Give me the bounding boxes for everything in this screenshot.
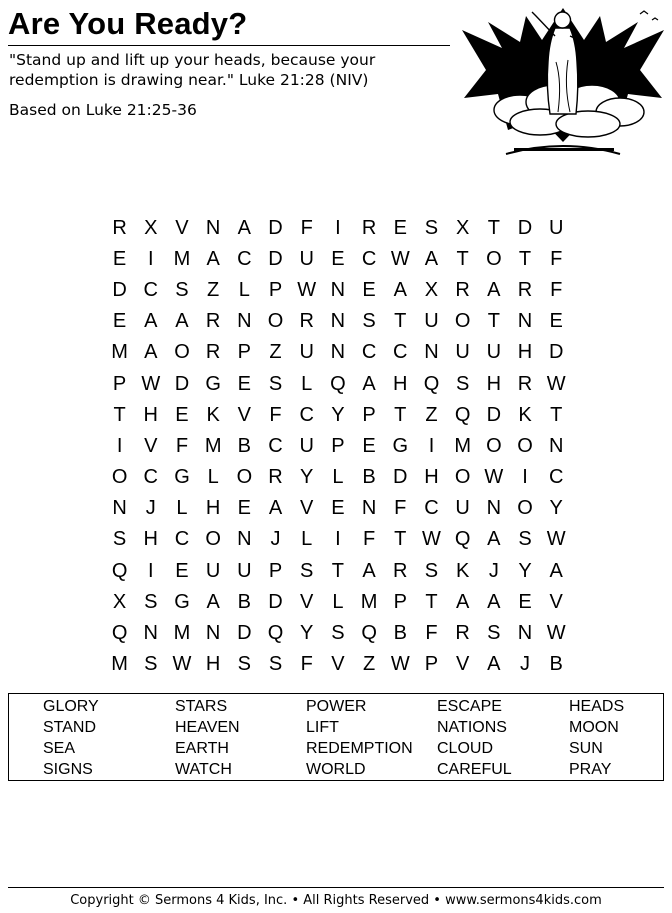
grid-letter: A	[487, 653, 501, 676]
grid-letter: W	[297, 278, 317, 301]
grid-letter: Z	[362, 653, 376, 676]
grid-letter: L	[176, 497, 188, 520]
grid-letter: H	[517, 341, 533, 364]
grid-letter: S	[268, 653, 283, 676]
grid-letter: V	[144, 434, 158, 457]
word-list-item: REDEMPTION	[306, 740, 413, 757]
grid-letter: E	[393, 216, 407, 239]
grid-row	[104, 212, 572, 243]
grid-letter: Q	[330, 372, 346, 395]
grid-letter: Q	[423, 372, 440, 395]
word-list-item: MOON	[569, 719, 619, 736]
grid-letter: S	[237, 653, 252, 676]
grid-letter: B	[549, 653, 563, 676]
grid-letter: I	[116, 434, 123, 457]
grid-letter: T	[394, 528, 407, 551]
grid-letter: S	[455, 372, 470, 395]
grid-letter: U	[424, 310, 439, 333]
grid-letter: R	[268, 466, 283, 489]
grid-letter: A	[175, 310, 189, 333]
grid-letter: R	[393, 559, 408, 582]
grid-letter: O	[236, 466, 253, 489]
grid-letter: S	[268, 372, 283, 395]
grid-row	[104, 586, 572, 617]
grid-letter: C	[174, 528, 190, 551]
grid-letter: U	[455, 497, 470, 520]
grid-letter: P	[237, 341, 252, 364]
grid-letter: T	[518, 247, 532, 270]
grid-letter: U	[299, 247, 314, 270]
grid-letter: P	[268, 278, 283, 301]
grid-letter: O	[111, 466, 128, 489]
grid-letter: C	[361, 247, 377, 270]
grid-letter: M	[173, 622, 191, 645]
grid-row	[104, 462, 572, 493]
grid-letter: W	[546, 622, 566, 645]
grid-letter: A	[487, 590, 501, 613]
grid-letter: H	[393, 372, 408, 395]
grid-letter: O	[454, 310, 471, 333]
word-list-item: CLOUD	[437, 740, 494, 757]
grid-letter: S	[144, 653, 158, 676]
grid-letter: N	[548, 434, 564, 457]
grid-letter: F	[362, 528, 376, 551]
grid-letter: E	[175, 559, 189, 582]
grid-letter: A	[424, 247, 439, 270]
grid-letter: Q	[454, 528, 471, 551]
scripture-quote: "Stand up and lift up your heads, because your redemption is drawing near." Luke 21:28 (NIV)	[9, 51, 376, 89]
word-list-item: EARTH	[175, 740, 229, 757]
grid-row	[104, 243, 572, 274]
grid-letter: G	[392, 434, 409, 457]
grid-letter: M	[173, 247, 191, 270]
grid-letter: F	[550, 278, 563, 301]
grid-letter: J	[145, 497, 156, 520]
grid-letter: N	[205, 622, 221, 645]
grid-letter: R	[455, 278, 470, 301]
grid-letter: N	[205, 216, 221, 239]
grid-letter: W	[172, 653, 192, 676]
grid-letter: Y	[300, 622, 314, 645]
grid-letter: D	[548, 341, 564, 364]
grid-letter: A	[206, 247, 220, 270]
grid-letter: N	[112, 497, 127, 520]
grid-letter: S	[144, 590, 158, 613]
word-list-item: GLORY	[43, 698, 99, 715]
grid-letter: C	[393, 341, 408, 364]
grid-letter: P	[393, 590, 407, 613]
grid-letter: N	[237, 310, 252, 333]
grid-letter: Q	[111, 622, 128, 645]
grid-letter: R	[299, 310, 314, 333]
grid-letter: D	[517, 216, 533, 239]
grid-letter: C	[237, 247, 252, 270]
grid-letter: U	[299, 434, 314, 457]
grid-letter: S	[331, 622, 345, 645]
grid-letter: E	[362, 434, 376, 457]
footer-divider	[8, 887, 664, 888]
word-list-item: WATCH	[175, 761, 232, 778]
grid-letter: T	[113, 403, 126, 426]
grid-letter: H	[486, 372, 502, 395]
grid-letter: A	[268, 497, 283, 520]
word-list-column	[569, 696, 672, 780]
word-list-column	[306, 696, 446, 780]
grid-letter: G	[174, 466, 190, 489]
grid-letter: V	[175, 216, 189, 239]
grid-letter: Z	[269, 341, 282, 364]
grid-letter: E	[237, 372, 252, 395]
grid-letter: R	[205, 310, 221, 333]
grid-letter: X	[112, 590, 127, 613]
grid-letter: E	[112, 247, 127, 270]
grid-row	[104, 555, 572, 586]
grid-letter: M	[111, 653, 128, 676]
grid-letter: R	[361, 216, 377, 239]
grid-letter: Z	[207, 278, 220, 301]
jesus-ascension-illustration	[458, 2, 668, 162]
grid-letter: H	[205, 653, 221, 676]
word-list-item: SIGNS	[43, 761, 93, 778]
grid-letter: L	[332, 466, 344, 489]
word-list-item: WORLD	[306, 761, 366, 778]
grid-letter: D	[268, 216, 283, 239]
word-list-item: POWER	[306, 698, 367, 715]
word-list-item: SUN	[569, 740, 603, 757]
grid-letter: T	[331, 559, 345, 582]
grid-letter: H	[143, 403, 158, 426]
grid-row	[104, 430, 572, 461]
grid-letter: O	[454, 466, 471, 489]
grid-letter: A	[237, 216, 252, 239]
word-list-box	[8, 693, 664, 781]
grid-letter: Z	[425, 403, 438, 426]
grid-letter: R	[112, 216, 127, 239]
grid-letter: N	[424, 341, 439, 364]
grid-letter: T	[487, 216, 500, 239]
grid-letter: J	[270, 528, 281, 551]
word-list-item: SEA	[43, 740, 76, 757]
grid-letter: P	[362, 403, 376, 426]
grid-row	[104, 274, 572, 305]
grid-letter: F	[300, 653, 313, 676]
grid-letter: P	[424, 653, 439, 676]
grid-letter: A	[144, 341, 158, 364]
grid-letter: T	[487, 310, 500, 333]
grid-letter: J	[520, 653, 531, 676]
grid-row	[104, 493, 572, 524]
grid-letter: N	[486, 497, 502, 520]
grid-row	[104, 617, 572, 648]
grid-letter: F	[550, 247, 563, 270]
grid-letter: M	[360, 590, 378, 613]
grid-letter: B	[393, 622, 407, 645]
grid-letter: S	[300, 559, 314, 582]
word-search-grid	[104, 212, 572, 680]
word-list-item: HEADS	[569, 698, 625, 715]
grid-letter: F	[425, 622, 438, 645]
grid-letter: S	[518, 528, 532, 551]
grid-letter: I	[148, 559, 154, 582]
grid-letter: I	[335, 216, 341, 239]
grid-letter: D	[268, 590, 283, 613]
grid-row	[104, 399, 572, 430]
word-list-column	[437, 696, 577, 780]
grid-letter: N	[330, 310, 346, 333]
grid-letter: V	[237, 403, 252, 426]
grid-letter: P	[331, 434, 345, 457]
grid-row	[104, 649, 572, 680]
grid-letter: A	[144, 310, 158, 333]
grid-letter: L	[301, 528, 313, 551]
grid-letter: J	[488, 559, 499, 582]
grid-letter: O	[174, 341, 190, 364]
grid-row	[104, 337, 572, 368]
word-list-item: NATIONS	[437, 719, 507, 736]
grid-letter: H	[143, 528, 158, 551]
grid-letter: O	[205, 528, 221, 551]
grid-letter: A	[362, 559, 376, 582]
word-list-item: PRAY	[569, 761, 612, 778]
grid-letter: U	[205, 559, 221, 582]
word-list-column	[175, 696, 315, 780]
grid-letter: W	[422, 528, 441, 551]
bird-icon	[652, 18, 658, 20]
grid-letter: U	[548, 216, 564, 239]
grid-letter: T	[394, 310, 407, 333]
grid-letter: V	[549, 590, 563, 613]
grid-letter: Q	[361, 622, 377, 645]
grid-letter: R	[455, 622, 470, 645]
grid-letter: O	[517, 497, 533, 520]
grid-letter: N	[330, 278, 346, 301]
grid-letter: G	[174, 590, 190, 613]
grid-letter: M	[454, 434, 471, 457]
grid-letter: Y	[518, 559, 532, 582]
grid-letter: V	[300, 497, 314, 520]
grid-letter: O	[267, 310, 284, 333]
grid-letter: D	[112, 278, 127, 301]
grid-letter: U	[299, 341, 314, 364]
grid-letter: N	[143, 622, 158, 645]
grid-letter: W	[141, 372, 161, 395]
page-title: Are You Ready?	[8, 6, 248, 41]
word-list-column	[43, 696, 183, 780]
grid-letter: S	[487, 622, 501, 645]
grid-letter: A	[393, 278, 407, 301]
grid-letter: T	[550, 403, 563, 426]
word-list-item: STAND	[43, 719, 97, 736]
grid-letter: O	[486, 434, 502, 457]
grid-letter: P	[112, 372, 127, 395]
grid-letter: E	[237, 497, 252, 520]
grid-letter: F	[175, 434, 189, 457]
grid-letter: S	[424, 216, 439, 239]
grid-letter: W	[546, 372, 566, 395]
grid-letter: N	[361, 497, 377, 520]
grid-letter: R	[205, 341, 221, 364]
bird-icon	[640, 11, 648, 14]
word-list-item: LIFT	[306, 719, 339, 736]
grid-row	[104, 524, 572, 555]
grid-letter: A	[455, 590, 470, 613]
grid-letter: R	[517, 372, 533, 395]
grid-letter: B	[237, 590, 252, 613]
grid-letter: C	[143, 466, 158, 489]
grid-letter: X	[424, 278, 439, 301]
grid-letter: E	[175, 403, 189, 426]
grid-letter: K	[455, 559, 470, 582]
grid-letter: C	[361, 341, 377, 364]
grid-letter: E	[362, 278, 376, 301]
word-list-item: STARS	[175, 698, 228, 715]
grid-letter: O	[486, 247, 502, 270]
grid-letter: F	[300, 216, 313, 239]
word-list-item: CAREFUL	[437, 761, 512, 778]
grid-letter: H	[424, 466, 439, 489]
grid-letter: F	[394, 497, 407, 520]
grid-letter: E	[112, 310, 127, 333]
grid-letter: E	[549, 310, 563, 333]
grid-letter: S	[175, 278, 189, 301]
grid-letter: A	[549, 559, 563, 582]
grid-letter: I	[335, 528, 341, 551]
grid-letter: X	[144, 216, 158, 239]
grid-letter: G	[205, 372, 221, 395]
grid-letter: V	[455, 653, 470, 676]
grid-letter: T	[394, 403, 407, 426]
grid-row	[104, 306, 572, 337]
grid-letter: N	[330, 341, 346, 364]
grid-letter: I	[428, 434, 435, 457]
grid-letter: L	[238, 278, 250, 301]
grid-letter: F	[269, 403, 282, 426]
grid-letter: Q	[111, 559, 128, 582]
grid-letter: B	[237, 434, 252, 457]
word-list-item: ESCAPE	[437, 698, 502, 715]
grid-letter: A	[362, 372, 376, 395]
grid-letter: C	[268, 434, 283, 457]
grid-letter: M	[111, 341, 128, 364]
grid-letter: N	[237, 528, 252, 551]
grid-letter: D	[237, 622, 252, 645]
grid-letter: D	[393, 466, 408, 489]
grid-letter: C	[143, 278, 158, 301]
grid-letter: I	[522, 466, 528, 489]
grid-letter: D	[486, 403, 502, 426]
grid-letter: A	[487, 528, 501, 551]
grid-letter: I	[148, 247, 154, 270]
grid-letter: A	[487, 278, 501, 301]
grid-letter: T	[456, 247, 469, 270]
grid-letter: Y	[331, 403, 345, 426]
grid-letter: C	[548, 466, 564, 489]
grid-letter: W	[546, 528, 566, 551]
grid-letter: A	[206, 590, 220, 613]
copyright-footer: Copyright © Sermons 4 Kids, Inc. • All Rights Reserved • www.sermons4kids.com	[70, 893, 602, 908]
grid-letter: K	[206, 403, 220, 426]
grid-letter: O	[517, 434, 533, 457]
grid-letter: Q	[267, 622, 284, 645]
grid-letter: V	[300, 590, 314, 613]
grid-letter: S	[424, 559, 439, 582]
grid-letter: M	[204, 434, 222, 457]
grid-letter: Q	[454, 403, 471, 426]
grid-letter: D	[268, 247, 283, 270]
grid-letter: E	[331, 497, 345, 520]
grid-letter: S	[362, 310, 376, 333]
grid-letter: T	[425, 590, 438, 613]
grid-row	[104, 368, 572, 399]
title-divider	[8, 45, 450, 46]
grid-letter: U	[237, 559, 252, 582]
grid-letter: S	[112, 528, 127, 551]
grid-letter: K	[518, 403, 532, 426]
grid-letter: L	[207, 466, 219, 489]
based-on-reference: Based on Luke 21:25-36	[9, 101, 197, 119]
grid-letter: W	[390, 653, 410, 676]
grid-letter: H	[205, 497, 221, 520]
grid-letter: D	[174, 372, 190, 395]
grid-letter: L	[332, 590, 344, 613]
grid-letter: Y	[549, 497, 563, 520]
grid-letter: U	[455, 341, 470, 364]
grid-letter: W	[390, 247, 410, 270]
grid-letter: L	[301, 372, 313, 395]
word-list-item: HEAVEN	[175, 719, 240, 736]
grid-letter: R	[517, 278, 533, 301]
grid-letter: N	[517, 622, 533, 645]
grid-letter: C	[424, 497, 439, 520]
grid-letter: E	[331, 247, 345, 270]
grid-letter: C	[299, 403, 314, 426]
grid-letter: U	[486, 341, 502, 364]
grid-letter: P	[268, 559, 283, 582]
grid-letter: X	[455, 216, 470, 239]
grid-letter: V	[331, 653, 345, 676]
grid-letter: E	[518, 590, 532, 613]
grid-letter: W	[484, 466, 504, 489]
grid-letter: B	[362, 466, 376, 489]
grid-letter: Y	[300, 466, 314, 489]
grid-letter: N	[517, 310, 533, 333]
